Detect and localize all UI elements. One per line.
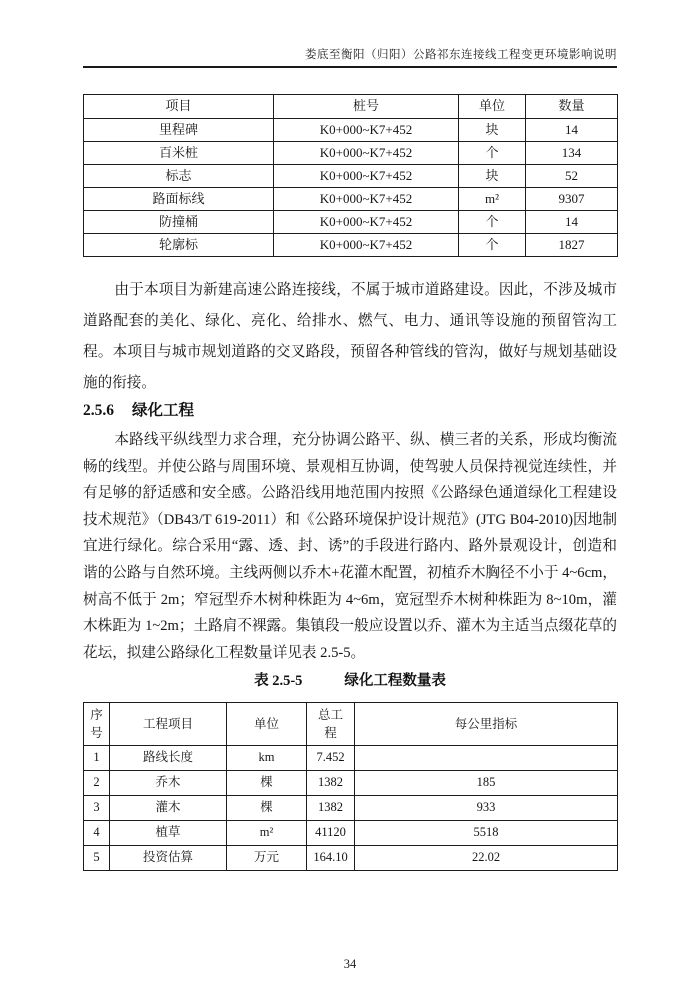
- section-title: 绿化工程: [132, 402, 195, 419]
- table-cell: 52: [526, 165, 618, 188]
- signage-quantity-table: [83, 94, 618, 257]
- table-cell: 3: [84, 796, 110, 821]
- column-header-project-item: 工程项目: [110, 703, 227, 746]
- table-cell: 1382: [307, 771, 355, 796]
- table-row: [84, 188, 618, 211]
- table-cell: 7.452: [307, 746, 355, 771]
- table-cell: 投资估算: [110, 846, 227, 871]
- table-cell: 百米桩: [84, 142, 274, 165]
- table-cell: 1: [84, 746, 110, 771]
- table-cell: 164.10: [307, 846, 355, 871]
- table-header-row: [84, 95, 618, 119]
- column-header-per-km: 每公里指标: [355, 703, 618, 746]
- table-cell: 9307: [526, 188, 618, 211]
- table-cell: [355, 746, 618, 771]
- table-cell: 块: [459, 165, 526, 188]
- table-cell: 乔木: [110, 771, 227, 796]
- paragraph-municipal-infrastructure: 由于本项目为新建高速公路连接线，不属于城市道路建设。因此，不涉及城市道路配套的美化、绿化、亮化、给排水、燃气、电力、通讯等设施的预留管沟工程。本项目与城市规划道路的交叉路段，预留各种管线的管沟，做好与规划基础设施的衔接。: [83, 282, 617, 391]
- table-cell: 灌木: [110, 796, 227, 821]
- table-cell: 个: [459, 142, 526, 165]
- column-header-stake: 桩号: [274, 95, 459, 119]
- greening-quantity-table: [83, 702, 618, 871]
- table-cell: km: [227, 746, 307, 771]
- section-heading: [83, 401, 617, 421]
- table-cell: 个: [459, 234, 526, 257]
- table-cell: 933: [355, 796, 618, 821]
- table-row: [84, 234, 618, 257]
- table-caption-title: 绿化工程数量表: [344, 673, 446, 690]
- table-cell: 路面标线: [84, 188, 274, 211]
- section-number: 2.5.6: [83, 402, 114, 419]
- table-cell: m²: [227, 821, 307, 846]
- table-caption: [83, 670, 617, 692]
- table-cell: 1382: [307, 796, 355, 821]
- table-header-row: [84, 703, 618, 746]
- table-cell: K0+000~K7+452: [274, 142, 459, 165]
- table-cell: 里程碑: [84, 119, 274, 142]
- table-cell: 22.02: [355, 846, 618, 871]
- table-row: [84, 211, 618, 234]
- page-header: [83, 0, 617, 68]
- table-cell: K0+000~K7+452: [274, 165, 459, 188]
- table-cell: 棵: [227, 796, 307, 821]
- table-cell: 路线长度: [110, 746, 227, 771]
- table-cell: 14: [526, 119, 618, 142]
- table-cell: 块: [459, 119, 526, 142]
- table-row: [84, 119, 618, 142]
- table-cell: 5518: [355, 821, 618, 846]
- table-row: [84, 771, 618, 796]
- table-row: [84, 846, 618, 871]
- table-cell: 185: [355, 771, 618, 796]
- paragraph-greening-works: 本路线平纵线型力求合理，充分协调公路平、纵、横三者的关系，形成均衡流畅的线型。并使公路与周围环境、景观相互协调，使驾驶人员保持视觉连续性，并有足够的舒适感和安全感。公路沿线用地范围内按照《公路绿色通道绿化工程建设技术规范》（DB43/T 619-2011）和《公路环境保护设计规范》(JTG B04-2010)因地制宜进行绿化。综合采用“露、透、封、诱”的手段进行路内、路外景观设计，创造和谐的公路与自然环境。主线两侧以乔木+花灌木配置，初植乔木胸径不小于 4~6cm，树高不低于 2m；窄冠型乔木树种株距为 4~6m，宽冠型乔木树种株距为 8~10m，灌木株距为 1~2m；土路肩不裸露。集镇段一般应设置以乔、灌木为主适当点缀花草的花坛，拟建公路绿化工程数量详见表 2.5-5。: [83, 432, 617, 661]
- table-row: [84, 142, 618, 165]
- column-header-quantity: 数量: [526, 95, 618, 119]
- table-cell: 1827: [526, 234, 618, 257]
- table-cell: K0+000~K7+452: [274, 188, 459, 211]
- table-row: [84, 821, 618, 846]
- table-cell: 5: [84, 846, 110, 871]
- table-row: [84, 796, 618, 821]
- table-cell: 植草: [110, 821, 227, 846]
- table-cell: 14: [526, 211, 618, 234]
- column-header-unit: 单位: [227, 703, 307, 746]
- table-cell: m²: [459, 188, 526, 211]
- table-cell: 标志: [84, 165, 274, 188]
- table-cell: 防撞桶: [84, 211, 274, 234]
- table-cell: 134: [526, 142, 618, 165]
- column-header-serial: 序号: [84, 703, 110, 746]
- table-cell: 轮廓标: [84, 234, 274, 257]
- table-cell: 4: [84, 821, 110, 846]
- column-header-total: 总工程: [307, 703, 355, 746]
- table-cell: K0+000~K7+452: [274, 211, 459, 234]
- page-number: 34: [343, 957, 357, 972]
- table-cell: K0+000~K7+452: [274, 234, 459, 257]
- table-caption-number: 表 2.5-5: [254, 673, 303, 690]
- table-cell: 2: [84, 771, 110, 796]
- table-row: [84, 165, 618, 188]
- table-cell: 棵: [227, 771, 307, 796]
- table-cell: K0+000~K7+452: [274, 119, 459, 142]
- table-cell: 个: [459, 211, 526, 234]
- column-header-unit: 单位: [459, 95, 526, 119]
- table-row: [84, 746, 618, 771]
- column-header-item: 项目: [84, 95, 274, 119]
- table-cell: 万元: [227, 846, 307, 871]
- header-title: 娄底至衡阳（归阳）公路祁东连接线工程变更环境影响说明: [83, 46, 617, 68]
- table-cell: 41120: [307, 821, 355, 846]
